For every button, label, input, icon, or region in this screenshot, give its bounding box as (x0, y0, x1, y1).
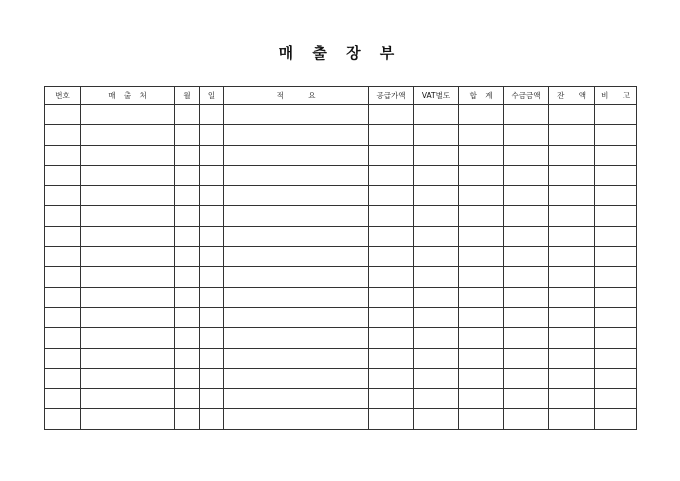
cell-month[interactable] (175, 247, 200, 267)
cell-day[interactable] (200, 206, 224, 226)
cell-no[interactable] (45, 165, 81, 185)
table-row (45, 368, 637, 388)
cell-day[interactable] (200, 307, 224, 327)
cell-remarks[interactable] (595, 165, 637, 185)
cell-vat[interactable] (414, 145, 459, 165)
cell-no[interactable] (45, 287, 81, 307)
table-row (45, 409, 637, 429)
cell-remarks[interactable] (595, 328, 637, 348)
cell-balance[interactable] (549, 105, 595, 125)
column-header-supply-amount: 공급가액 (369, 87, 414, 105)
cell-day[interactable] (200, 226, 224, 246)
cell-day[interactable] (200, 165, 224, 185)
cell-day[interactable] (200, 267, 224, 287)
cell-remarks[interactable] (595, 125, 637, 145)
cell-description[interactable] (224, 368, 369, 388)
cell-remarks[interactable] (595, 348, 637, 368)
cell-total[interactable] (459, 247, 504, 267)
cell-balance[interactable] (549, 125, 595, 145)
cell-collected[interactable] (504, 287, 549, 307)
cell-total[interactable] (459, 105, 504, 125)
cell-balance[interactable] (549, 287, 595, 307)
cell-seller[interactable] (81, 165, 175, 185)
cell-supply-amount[interactable] (369, 145, 414, 165)
cell-description[interactable] (224, 348, 369, 368)
cell-day[interactable] (200, 389, 224, 409)
cell-seller[interactable] (81, 247, 175, 267)
cell-supply-amount[interactable] (369, 206, 414, 226)
cell-remarks[interactable] (595, 368, 637, 388)
cell-no[interactable] (45, 186, 81, 206)
cell-seller[interactable] (81, 348, 175, 368)
cell-vat[interactable] (414, 186, 459, 206)
cell-vat[interactable] (414, 226, 459, 246)
cell-supply-amount[interactable] (369, 409, 414, 429)
table-row (45, 125, 637, 145)
cell-vat[interactable] (414, 389, 459, 409)
cell-supply-amount[interactable] (369, 348, 414, 368)
table-row (45, 267, 637, 287)
cell-balance[interactable] (549, 348, 595, 368)
cell-seller[interactable] (81, 328, 175, 348)
cell-day[interactable] (200, 368, 224, 388)
cell-no[interactable] (45, 105, 81, 125)
table-row (45, 247, 637, 267)
table-row (45, 389, 637, 409)
cell-day[interactable] (200, 145, 224, 165)
cell-month[interactable] (175, 165, 200, 185)
cell-total[interactable] (459, 125, 504, 145)
cell-seller[interactable] (81, 226, 175, 246)
cell-balance[interactable] (549, 389, 595, 409)
cell-balance[interactable] (549, 307, 595, 327)
cell-description[interactable] (224, 186, 369, 206)
cell-collected[interactable] (504, 165, 549, 185)
cell-total[interactable] (459, 267, 504, 287)
column-header-no: 번호 (45, 87, 81, 105)
cell-description[interactable] (224, 287, 369, 307)
cell-balance[interactable] (549, 409, 595, 429)
cell-no[interactable] (45, 206, 81, 226)
cell-remarks[interactable] (595, 409, 637, 429)
cell-description[interactable] (224, 267, 369, 287)
ledger-body (45, 105, 637, 430)
cell-no[interactable] (45, 409, 81, 429)
cell-vat[interactable] (414, 206, 459, 226)
cell-description[interactable] (224, 247, 369, 267)
cell-no[interactable] (45, 368, 81, 388)
cell-supply-amount[interactable] (369, 247, 414, 267)
cell-total[interactable] (459, 226, 504, 246)
cell-month[interactable] (175, 206, 200, 226)
cell-month[interactable] (175, 267, 200, 287)
cell-description[interactable] (224, 307, 369, 327)
cell-seller[interactable] (81, 125, 175, 145)
cell-day[interactable] (200, 348, 224, 368)
cell-vat[interactable] (414, 267, 459, 287)
cell-day[interactable] (200, 328, 224, 348)
cell-no[interactable] (45, 389, 81, 409)
cell-collected[interactable] (504, 409, 549, 429)
cell-description[interactable] (224, 145, 369, 165)
cell-vat[interactable] (414, 105, 459, 125)
cell-description[interactable] (224, 105, 369, 125)
cell-balance[interactable] (549, 267, 595, 287)
cell-balance[interactable] (549, 368, 595, 388)
column-header-description: 적 요 (224, 87, 369, 105)
cell-no[interactable] (45, 348, 81, 368)
cell-vat[interactable] (414, 368, 459, 388)
cell-total[interactable] (459, 186, 504, 206)
cell-balance[interactable] (549, 328, 595, 348)
cell-balance[interactable] (549, 165, 595, 185)
cell-supply-amount[interactable] (369, 226, 414, 246)
cell-supply-amount[interactable] (369, 125, 414, 145)
cell-month[interactable] (175, 409, 200, 429)
table-row (45, 348, 637, 368)
cell-description[interactable] (224, 389, 369, 409)
cell-balance[interactable] (549, 206, 595, 226)
cell-total[interactable] (459, 348, 504, 368)
cell-remarks[interactable] (595, 389, 637, 409)
cell-supply-amount[interactable] (369, 105, 414, 125)
cell-collected[interactable] (504, 307, 549, 327)
cell-balance[interactable] (549, 247, 595, 267)
document-title: 매 출 장 부 (278, 44, 402, 62)
table-row (45, 287, 637, 307)
cell-vat[interactable] (414, 287, 459, 307)
column-header-collected: 수금금액 (504, 87, 549, 105)
cell-description[interactable] (224, 165, 369, 185)
cell-month[interactable] (175, 145, 200, 165)
header-row (45, 87, 637, 105)
cell-seller[interactable] (81, 206, 175, 226)
cell-remarks[interactable] (595, 226, 637, 246)
cell-month[interactable] (175, 287, 200, 307)
cell-total[interactable] (459, 328, 504, 348)
cell-total[interactable] (459, 389, 504, 409)
cell-supply-amount[interactable] (369, 287, 414, 307)
cell-day[interactable] (200, 287, 224, 307)
cell-remarks[interactable] (595, 247, 637, 267)
cell-supply-amount[interactable] (369, 267, 414, 287)
cell-seller[interactable] (81, 105, 175, 125)
cell-vat[interactable] (414, 307, 459, 327)
cell-collected[interactable] (504, 145, 549, 165)
column-header-remarks: 비 고 (595, 87, 637, 105)
cell-supply-amount[interactable] (369, 368, 414, 388)
cell-collected[interactable] (504, 368, 549, 388)
cell-month[interactable] (175, 226, 200, 246)
cell-vat[interactable] (414, 348, 459, 368)
cell-day[interactable] (200, 125, 224, 145)
cell-supply-amount[interactable] (369, 165, 414, 185)
cell-description[interactable] (224, 206, 369, 226)
cell-description[interactable] (224, 125, 369, 145)
cell-supply-amount[interactable] (369, 186, 414, 206)
cell-remarks[interactable] (595, 307, 637, 327)
cell-seller[interactable] (81, 287, 175, 307)
cell-remarks[interactable] (595, 206, 637, 226)
table-row (45, 105, 637, 125)
cell-total[interactable] (459, 307, 504, 327)
cell-collected[interactable] (504, 125, 549, 145)
cell-balance[interactable] (549, 186, 595, 206)
table-row (45, 145, 637, 165)
cell-seller[interactable] (81, 186, 175, 206)
cell-no[interactable] (45, 226, 81, 246)
cell-month[interactable] (175, 328, 200, 348)
cell-total[interactable] (459, 287, 504, 307)
cell-total[interactable] (459, 145, 504, 165)
cell-description[interactable] (224, 328, 369, 348)
cell-no[interactable] (45, 247, 81, 267)
cell-no[interactable] (45, 145, 81, 165)
cell-remarks[interactable] (595, 105, 637, 125)
table-row (45, 328, 637, 348)
cell-no[interactable] (45, 307, 81, 327)
cell-remarks[interactable] (595, 186, 637, 206)
cell-seller[interactable] (81, 267, 175, 287)
cell-seller[interactable] (81, 389, 175, 409)
cell-seller[interactable] (81, 409, 175, 429)
cell-total[interactable] (459, 368, 504, 388)
cell-collected[interactable] (504, 206, 549, 226)
cell-total[interactable] (459, 206, 504, 226)
cell-day[interactable] (200, 186, 224, 206)
cell-supply-amount[interactable] (369, 328, 414, 348)
cell-collected[interactable] (504, 247, 549, 267)
cell-vat[interactable] (414, 125, 459, 145)
table-row (45, 165, 637, 185)
cell-remarks[interactable] (595, 287, 637, 307)
cell-day[interactable] (200, 409, 224, 429)
table-row (45, 226, 637, 246)
cell-month[interactable] (175, 186, 200, 206)
cell-no[interactable] (45, 125, 81, 145)
cell-remarks[interactable] (595, 267, 637, 287)
cell-total[interactable] (459, 165, 504, 185)
column-header-balance: 잔 액 (549, 87, 595, 105)
column-header-seller: 매 출 처 (81, 87, 175, 105)
cell-month[interactable] (175, 307, 200, 327)
cell-month[interactable] (175, 368, 200, 388)
cell-month[interactable] (175, 389, 200, 409)
cell-month[interactable] (175, 348, 200, 368)
cell-description[interactable] (224, 226, 369, 246)
cell-vat[interactable] (414, 247, 459, 267)
cell-remarks[interactable] (595, 145, 637, 165)
cell-day[interactable] (200, 247, 224, 267)
column-header-month: 월 (175, 87, 200, 105)
cell-collected[interactable] (504, 389, 549, 409)
cell-seller[interactable] (81, 307, 175, 327)
sales-ledger-table (44, 86, 637, 430)
cell-supply-amount[interactable] (369, 389, 414, 409)
cell-seller[interactable] (81, 368, 175, 388)
cell-collected[interactable] (504, 105, 549, 125)
cell-collected[interactable] (504, 186, 549, 206)
cell-description[interactable] (224, 409, 369, 429)
column-header-total: 합 계 (459, 87, 504, 105)
column-header-vat: VAT별도 (414, 87, 459, 105)
cell-total[interactable] (459, 409, 504, 429)
column-header-day: 일 (200, 87, 224, 105)
cell-collected[interactable] (504, 226, 549, 246)
cell-no[interactable] (45, 328, 81, 348)
cell-no[interactable] (45, 267, 81, 287)
cell-month[interactable] (175, 105, 200, 125)
cell-collected[interactable] (504, 328, 549, 348)
table-row (45, 186, 637, 206)
cell-vat[interactable] (414, 328, 459, 348)
cell-collected[interactable] (504, 267, 549, 287)
table-row (45, 307, 637, 327)
cell-vat[interactable] (414, 165, 459, 185)
table-row (45, 206, 637, 226)
cell-vat[interactable] (414, 409, 459, 429)
cell-collected[interactable] (504, 348, 549, 368)
cell-seller[interactable] (81, 145, 175, 165)
cell-balance[interactable] (549, 145, 595, 165)
cell-month[interactable] (175, 125, 200, 145)
cell-balance[interactable] (549, 226, 595, 246)
cell-supply-amount[interactable] (369, 307, 414, 327)
cell-day[interactable] (200, 105, 224, 125)
